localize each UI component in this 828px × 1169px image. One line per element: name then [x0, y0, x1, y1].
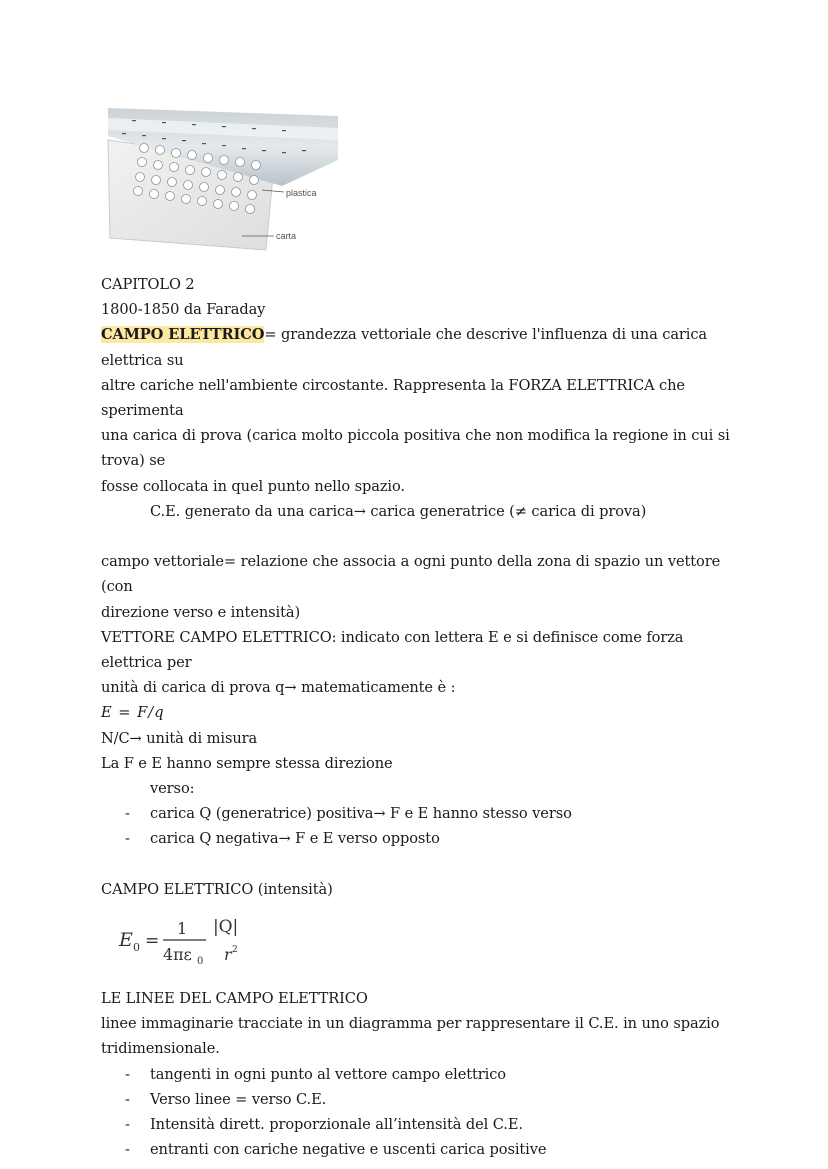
plastic-paper-illustration	[102, 100, 338, 260]
section-heading: LE LINEE DEL CAMPO ELETTRICO	[101, 990, 368, 1008]
field-intensity-formula	[101, 902, 741, 986]
text-line: una carica di prova (carica molto piccola positiva che non modifica la regione in cui si trova) se	[101, 427, 730, 470]
list-item: - entranti con cariche negative e uscenti carica positive	[125, 1141, 547, 1159]
label-plastica: plastica	[286, 188, 317, 198]
list-item: - tangenti in ogni punto al vettore campo elettrico	[125, 1065, 506, 1083]
verso-list	[101, 801, 741, 851]
label-carta: carta	[276, 231, 297, 241]
text-line: verso:	[150, 780, 195, 798]
svg-text:|Q|: |Q|	[213, 917, 239, 938]
text-line: unità di carica di prova q→ matematicamente è :	[101, 679, 456, 697]
text-line: VETTORE CAMPO ELETTRICO: indicato con lettera E e si definisce come forza elettrica per	[101, 628, 684, 672]
formula-svg	[111, 912, 271, 972]
charge-figure-svg	[102, 100, 338, 260]
text-line: N/C→ unità di misura	[101, 729, 258, 747]
list-item: - Verso linee = verso C.E.	[125, 1090, 327, 1108]
document-body	[101, 272, 741, 1162]
svg-text:E: E	[119, 929, 133, 952]
svg-text:1: 1	[177, 919, 188, 939]
svg-text:r: r	[224, 945, 232, 965]
text-line: direzione verso e intensità)	[101, 603, 301, 621]
equation-e-f-q: E = F/q	[101, 704, 165, 722]
svg-text:=: =	[145, 931, 160, 952]
svg-text:4πε: 4πε	[163, 945, 192, 965]
text-line: linee immaginarie tracciate in un diagramma per rappresentare il C.E. in uno spazio	[101, 1015, 720, 1033]
definition-line	[101, 322, 741, 372]
text-line: altre cariche nell'ambiente circostante. Rappresenta la FORZA ELETTRICA che sperimenta	[101, 376, 685, 420]
text-line: fosse collocata in quel punto nello spazio.	[101, 477, 405, 495]
list-item: - Intensità dirett. proporzionale all’intensità del C.E.	[125, 1116, 523, 1134]
text-line: La F e E hanno sempre stessa direzione	[101, 754, 393, 772]
text-line: C.E. generato da una carica→ carica generatrice (≠ carica di prova)	[150, 502, 647, 520]
section-heading: CAMPO ELETTRICO (intensità)	[101, 880, 333, 898]
field-lines-list	[101, 1062, 741, 1163]
definition-text: = grandezza vettoriale che descrive l'influenza di una carica elettrica su	[101, 326, 708, 369]
text-line: tridimensionale.	[101, 1040, 220, 1058]
text-line: campo vettoriale= relazione che associa a ogni punto della zona di spazio un vettore (con	[101, 553, 721, 596]
list-item: - carica Q (generatrice) positiva→ F e E hanno stesso verso	[125, 805, 572, 823]
svg-text:0: 0	[197, 956, 204, 968]
chapter-period: 1800-1850 da Faraday	[101, 301, 266, 319]
list-item: - carica Q negativa→ F e E verso opposto	[125, 830, 440, 848]
highlighted-term: CAMPO ELETTRICO	[101, 326, 265, 344]
chapter-title: CAPITOLO 2	[101, 276, 195, 293]
svg-text:2: 2	[232, 945, 238, 956]
svg-text:0: 0	[133, 941, 140, 955]
